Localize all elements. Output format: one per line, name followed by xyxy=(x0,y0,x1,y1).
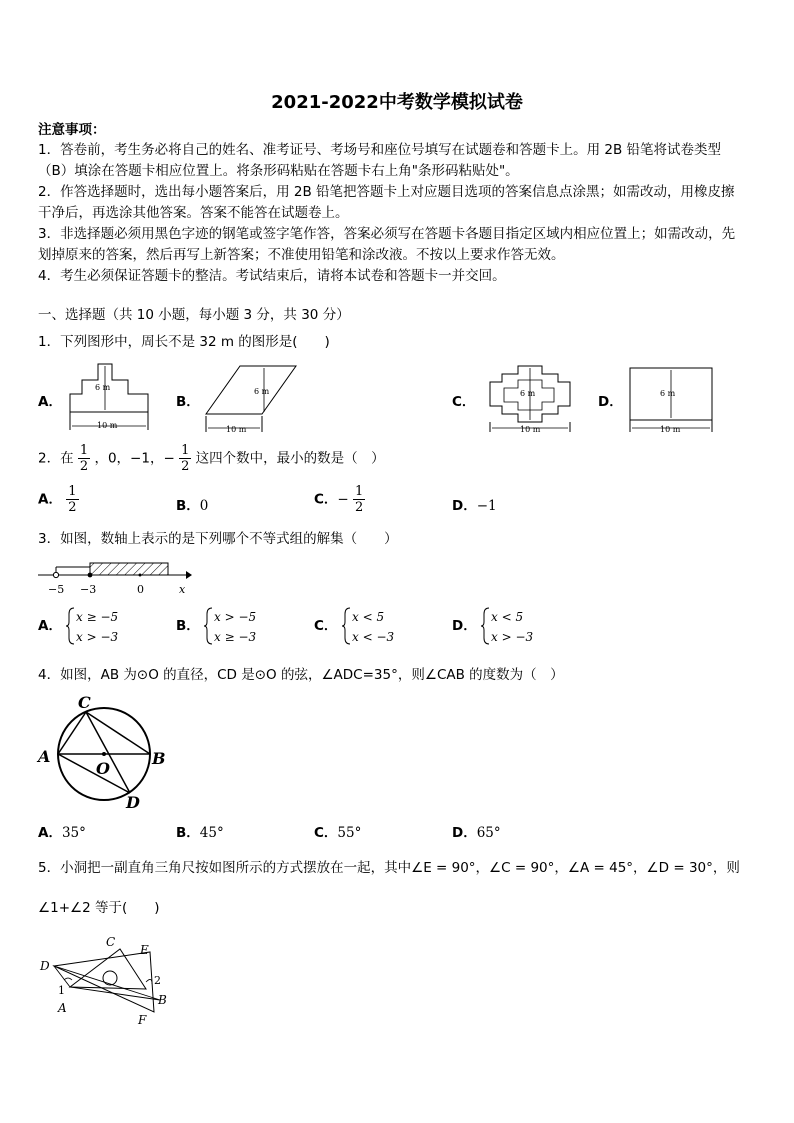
inequality-2: x ≥ −3 xyxy=(214,630,257,644)
option-text: 55° xyxy=(337,825,362,841)
circle-figure xyxy=(34,692,174,812)
notice-line: 干净后，再选涂其他答案。答案不能答在试题卷上。 xyxy=(38,205,349,221)
point-label: 1 xyxy=(58,984,65,997)
point-label: E xyxy=(140,943,149,957)
system-brace xyxy=(481,606,551,646)
q4-option-b[interactable] xyxy=(176,821,224,841)
q2-fraction xyxy=(78,443,90,474)
point-label: F xyxy=(138,1013,147,1027)
option-label: C． xyxy=(314,825,338,841)
inequality-1: x > −5 xyxy=(214,610,257,624)
point-label: D xyxy=(126,793,140,812)
notice-line: 划掉原来的答案，然后再写上新答案；不准使用铅笔和涂改液。不按以上要求作答无效。 xyxy=(38,247,565,263)
q3-option-a[interactable] xyxy=(38,606,136,646)
dim-10m: 10 m xyxy=(520,425,541,434)
q2-option-d[interactable] xyxy=(452,494,497,514)
option-label: B． xyxy=(176,498,200,514)
point-label: C xyxy=(78,693,91,712)
question-1-text: 1．下列图形中，周长不是 32 m 的图形是( ) xyxy=(38,334,330,350)
q1-option-b-label[interactable]: B． xyxy=(176,394,200,410)
q4-option-c[interactable] xyxy=(314,821,361,841)
axis-label: 0 xyxy=(137,583,144,596)
q3-option-b[interactable] xyxy=(176,606,274,646)
question-2-text xyxy=(38,443,385,474)
frac-num: 1 xyxy=(181,443,190,458)
point-label: A xyxy=(38,747,51,766)
dim-6m: 6 m xyxy=(254,387,270,396)
point-label: B xyxy=(158,993,167,1007)
dim-10m: 10 m xyxy=(97,421,118,430)
option-label: B． xyxy=(176,825,200,841)
notice-line: 2．作答选择题时，选出每小题答案后，用 2B 铅笔把答题卡上对应题目选项的答案信息点涂黑；如需改动，用橡皮擦 xyxy=(38,184,735,200)
notice-heading: 注意事项： xyxy=(38,122,106,138)
q2-option-c[interactable] xyxy=(314,484,365,515)
option-text: 35° xyxy=(61,825,86,841)
q1-figure-b xyxy=(200,360,300,436)
exam-title: 2021-2022中考数学模拟试卷 xyxy=(271,92,523,113)
system-brace xyxy=(204,606,274,646)
q1-figure-d xyxy=(624,360,718,436)
dim-6m: 6 m xyxy=(660,389,676,398)
inequality-2: x > −3 xyxy=(76,630,119,644)
section-heading: 一、选择题（共 10 小题，每小题 3 分，共 30 分） xyxy=(38,307,350,323)
option-text: − xyxy=(337,491,349,508)
q2-option-a[interactable] xyxy=(38,484,79,515)
inequality-1: x < 5 xyxy=(351,610,384,624)
notice-line: 1．答卷前，考生务必将自己的姓名、准考证号、考场号和座位号填写在试题卷和答题卡上。用 2B 铅笔将试卷类型 xyxy=(38,142,722,158)
frac-num: 1 xyxy=(68,484,77,499)
notice-line: 4．考生必须保证答题卡的整洁。考试结束后，请将本试卷和答题卡一并交回。 xyxy=(38,268,506,284)
axis-label: x xyxy=(179,583,186,596)
dim-6m: 6 m xyxy=(95,383,111,392)
frac-den: 2 xyxy=(79,459,89,474)
point-label: D xyxy=(40,959,50,973)
option-label: D． xyxy=(452,825,477,841)
inequality-2: x < −3 xyxy=(351,630,394,644)
axis-label: −5 xyxy=(48,583,65,596)
q2-fraction xyxy=(66,484,78,515)
dim-10m: 10 m xyxy=(660,425,681,434)
option-text: 0 xyxy=(199,498,209,514)
q2-mid: ，0，−1，− xyxy=(94,450,175,467)
inequality-2: x > −3 xyxy=(491,630,534,644)
option-text: 45° xyxy=(199,825,224,841)
option-label: D． xyxy=(452,498,477,514)
axis-label: −3 xyxy=(80,583,97,596)
q2-fraction xyxy=(353,484,365,515)
point-label: A xyxy=(58,1001,67,1015)
frac-den: 2 xyxy=(68,500,77,515)
q2-option-b[interactable] xyxy=(176,494,208,514)
triangles-figure xyxy=(34,932,184,1032)
option-label: A． xyxy=(38,825,62,841)
dim-10m: 10 m xyxy=(226,425,247,434)
system-brace xyxy=(342,606,412,646)
q1-option-d-label[interactable]: D． xyxy=(598,394,623,410)
option-text: 65° xyxy=(476,825,501,841)
point-label: B xyxy=(152,749,166,768)
option-label: C． xyxy=(314,618,338,634)
q3-option-d[interactable] xyxy=(452,606,551,646)
option-label: B． xyxy=(176,618,200,634)
q1-option-a-label[interactable]: A． xyxy=(38,394,62,410)
point-label: C xyxy=(106,935,116,949)
q1-figure-a xyxy=(62,360,158,436)
frac-den: 2 xyxy=(181,459,190,474)
q4-option-d[interactable] xyxy=(452,821,501,841)
inequality-1: x ≥ −5 xyxy=(76,610,119,624)
option-label: D． xyxy=(452,618,477,634)
frac-den: 2 xyxy=(355,500,364,515)
question-5-text-2: ∠1+∠2 等于( ) xyxy=(38,900,160,916)
point-label: 2 xyxy=(154,974,161,987)
number-line-figure xyxy=(36,553,196,597)
system-brace xyxy=(66,606,136,646)
dim-6m: 6 m xyxy=(520,389,536,398)
option-label: A． xyxy=(38,491,62,508)
q4-option-a[interactable] xyxy=(38,821,86,841)
q2-fraction xyxy=(179,443,191,474)
question-3-text: 3．如图，数轴上表示的是下列哪个不等式组的解集（ ） xyxy=(38,531,398,547)
inequality-1: x < 5 xyxy=(491,610,524,624)
q2-prefix: 2．在 xyxy=(38,450,74,467)
option-text: −1 xyxy=(476,498,497,514)
question-5-text: 5．小洞把一副直角三角尺按如图所示的方式摆放在一起，其中∠E = 90°，∠C = 90°，∠A = 45°，∠D = 30°，则 xyxy=(38,860,740,876)
frac-num: 1 xyxy=(355,484,364,499)
q2-suffix: 这四个数中，最小的数是（ ） xyxy=(195,450,385,467)
option-label: C． xyxy=(314,491,338,508)
notice-line: 3．非选择题必须用黑色字迹的钢笔或签字笔作答，答案必须写在答题卡各题目指定区域内相应位置上；如需改动，先 xyxy=(38,226,736,242)
question-4-text: 4．如图，AB 为⊙O 的直径，CD 是⊙O 的弦，∠ADC=35°，则∠CAB 的度数为（ ） xyxy=(38,667,564,683)
option-label: A． xyxy=(38,618,62,634)
frac-num: 1 xyxy=(79,443,89,458)
point-label: O xyxy=(96,759,110,778)
q3-option-c[interactable] xyxy=(314,606,412,646)
q1-figure-c xyxy=(482,360,578,436)
q1-option-c-label[interactable]: C． xyxy=(452,394,476,410)
notice-line: （B）填涂在答题卡相应位置上。将条形码粘贴在答题卡右上角"条形码粘贴处"。 xyxy=(38,163,519,179)
